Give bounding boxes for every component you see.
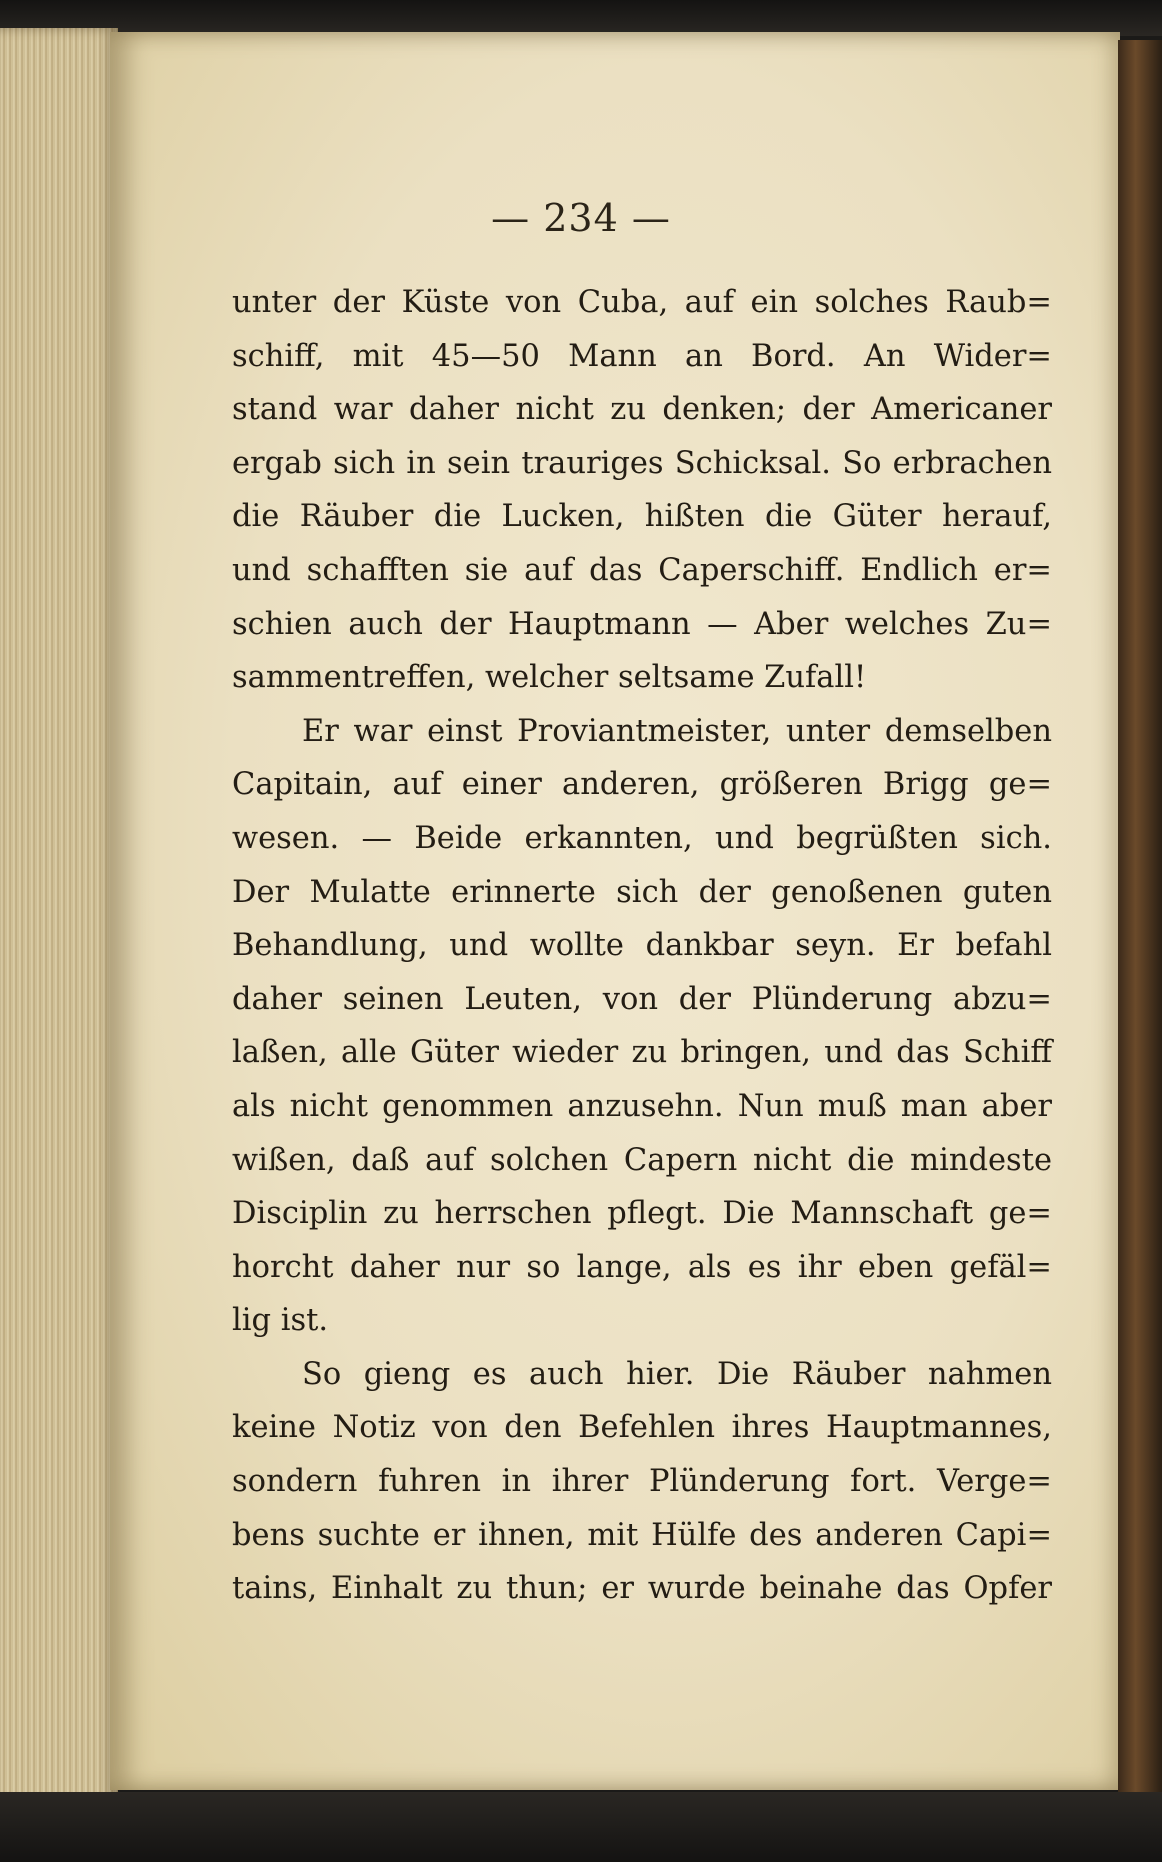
text-line: stand war daher nicht zu denken; der Americaner	[232, 392, 1052, 428]
text-line: wesen. — Beide erkannten, und begrüßten sich.	[232, 820, 1052, 856]
text-line: keine Notiz von den Befehlen ihres Hauptmannes,	[232, 1410, 1052, 1446]
text-line: und schafften sie auf das Caperschiff. Endlich er=	[232, 552, 1052, 588]
text-line: sondern fuhren in ihrer Plünderung fort. Verge=	[232, 1464, 1052, 1500]
text-line: laßen, alle Güter wieder zu bringen, und das Schiff	[232, 1035, 1052, 1071]
text-line: Er war einst Proviantmeister, unter demselben	[302, 713, 1052, 749]
page-edges	[0, 28, 118, 1818]
text-line: So gieng es auch hier. Die Räuber nahmen	[302, 1356, 1052, 1392]
book-cover-edge	[1118, 40, 1162, 1800]
text-line: tains, Einhalt zu thun; er wurde beinahe das Opfer	[232, 1571, 1052, 1607]
text-line: Capitain, auf einer anderen, größeren Brigg ge=	[232, 767, 1052, 803]
page-number: — 234 —	[491, 196, 671, 240]
text-line: schiff, mit 45—50 Mann an Bord. An Wider=	[232, 338, 1052, 374]
scanner-background-top	[0, 0, 1162, 36]
scanner-background-bottom	[0, 1792, 1162, 1862]
text-line: unter der Küste von Cuba, auf ein solches Raub=	[232, 285, 1052, 320]
text-line: horcht daher nur so lange, als es ihr eben gefäl=	[232, 1249, 1052, 1285]
text-line: daher seinen Leuten, von der Plünderung abzu=	[232, 981, 1052, 1017]
text-line: Der Mulatte erinnerte sich der genoßenen guten	[232, 874, 1052, 910]
text-line: Disciplin zu herrschen pflegt. Die Mannschaft ge=	[232, 1196, 1052, 1232]
text-line: bens suchte er ihnen, mit Hülfe des anderen Capi=	[232, 1517, 1052, 1553]
text-line: ergab sich in sein trauriges Schicksal. So erbrachen	[232, 445, 1052, 481]
text-line: als nicht genommen anzusehn. Nun muß man aber	[232, 1088, 1052, 1124]
text-line: Behandlung, und wollte dankbar seyn. Er befahl	[232, 928, 1052, 964]
text-line: sammentreffen, welcher seltsame Zufall!	[232, 660, 867, 696]
body-text	[232, 276, 1052, 1616]
text-line: die Räuber die Lucken, hißten die Güter herauf,	[232, 499, 1052, 535]
text-line: lig ist.	[232, 1303, 329, 1339]
text-line: wißen, daß auf solchen Capern nicht die mindeste	[232, 1142, 1052, 1178]
text-line: schien auch der Hauptmann — Aber welches Zu=	[232, 606, 1052, 642]
